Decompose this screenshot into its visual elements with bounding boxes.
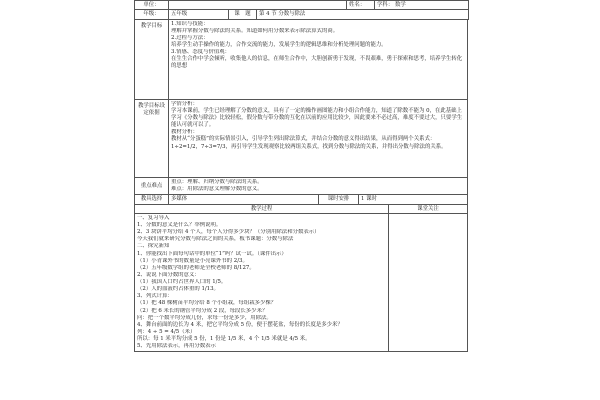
process-line: （1）小青课外书的数量是小亮课外书的 2/3。 [137, 257, 248, 264]
process-label: 教学过程 [135, 204, 389, 213]
process-line: 问：把一个数平均分成几份，求每一份是多少，用除法。 [137, 314, 272, 321]
goals-table [134, 19, 468, 195]
basis-content [169, 100, 468, 178]
goals-line: 培养学生动手操作的能力，合作交流的能力，发展学生的逻辑思维和分析处理问题的能力。 [171, 42, 387, 48]
process-line: 2、说说下面分数的意义： [137, 271, 200, 278]
process-line: 5、先用除法表示，再用分数表示 [137, 343, 216, 350]
process-line: 一、复习导入 [137, 214, 170, 221]
header-table [134, 0, 469, 20]
hours-label: 课时安排 [319, 195, 359, 204]
process-line: （1）把 48 棵树苗平均分给 8 个小组栽，每组栽多少棵？ [137, 300, 277, 307]
goals-line: 2.过程与方法： [171, 34, 209, 41]
goals-line: 在生生合作中学会倾听，收集他人的信息，在师生合作中，大胆创新勇于发现，不畏艰难，勇于探索和思考，培养学生转化的思想 [171, 56, 463, 70]
process-line: 3、列式计算： [137, 293, 173, 300]
resources-label: 教具选择 [135, 195, 169, 204]
notes-label: 课堂关注 [389, 204, 468, 213]
goals-content [169, 20, 468, 100]
name-label: 姓名： [347, 1, 375, 10]
basis-line: 教材从“分蛋糕”的实际情景引入，引导学生列出除法算式，并结合分数的意义得出结果，从而得到两个关系式：1÷2=1/2，7÷3=7/3，再引导学生发现观察比较两组关系式，找到分数与除法的关系，并得出分数与除法的关系。 [171, 136, 447, 150]
process-line: 2、3 块饼平均分给 4 个人，每个人分得多少块？（分别用除法和分数表示） [137, 229, 320, 236]
subject-label: 学科： [377, 1, 394, 8]
unit-label: 单位： [135, 1, 169, 10]
keypoints-label: 重点难点 [135, 178, 169, 194]
goals-line: 3.情感、态度与价值观： [171, 49, 231, 56]
grade-label: 年级： [135, 10, 169, 19]
process-line: 所以：每 1 米平均分成 5 份，1 份是 1/5 米，4 个 1/5 米就是 4/5 米。 [137, 336, 311, 342]
process-line: 1、你能找出下面每句话中的单位“1”吗？试一试。（课件出示） [137, 250, 287, 257]
process-table [134, 204, 468, 352]
topic-label: 课 题 [229, 10, 257, 19]
lesson-plan-sheet [134, 0, 468, 400]
subject-value: 数学 [394, 1, 406, 8]
notes-content [389, 214, 468, 352]
process-content [135, 214, 389, 352]
process-line: （2）人的血液约占体重的 1/13。 [137, 286, 219, 293]
topic-value: 第 4 节 分数与除法 [257, 10, 469, 19]
basis-line: 学习本课前，学生已经理解了分数的意义，具有了一定的操作画图能力和小组合作能力，知道了除数不能为 0，在此基础上学习《分数与除法》比较轻松，假分数与带分数的互化在以前的应用比较少，因此要来不必过高，难度不要过大，只要学生能认可就可以了。 [171, 107, 463, 129]
process-line: （1）我国人口约占世界人口的 1/5。 [137, 279, 227, 285]
process-line: （2）五年级数学组的老师是全校老师的 8/127。 [137, 264, 255, 271]
keypoints-line: 重点：理解、归纳分数与除法的关系。 [171, 179, 263, 185]
process-line: 1、分数的意义是什么？举例说明。 [137, 222, 222, 228]
process-line: 二、探究新知 [137, 243, 170, 250]
grade-value: 五年级 [169, 10, 229, 19]
hours-value: 1 课时 [359, 195, 468, 204]
resources-value: 多媒体 [169, 195, 319, 204]
unit-value [169, 1, 347, 10]
goals-label: 教学目标 [135, 20, 169, 100]
basis-label: 教学目标设定依据 [135, 100, 169, 178]
goals-line: 1.知识与技能： [171, 20, 209, 27]
keypoints-line: 难点：用除法的意义理解分数的意义。 [171, 186, 263, 193]
process-line: （2）把 6 米长的钢管平均分成 2 段，每段长多少米？ [137, 307, 268, 314]
basis-line: 学情分析： [171, 100, 198, 107]
subject-cell [375, 1, 469, 10]
keypoints-content [169, 178, 468, 194]
goals-line: 理解并掌握分数与除法的关系。知道如何用分数来表示除法算式的商。 [171, 27, 339, 34]
process-line: 4、舞台前面的边长为 4 米，把它平均分成 5 份，便于摆花盆，每份的长度是多少米？ [137, 321, 343, 328]
process-line: 列：4 ÷ 5 = 4/5（米） [137, 328, 196, 335]
process-line: 今天我们就来研究分数与除法之间的关系，板书课题：分数与除法 [137, 236, 294, 243]
basis-line: 教材分析： [171, 129, 198, 136]
